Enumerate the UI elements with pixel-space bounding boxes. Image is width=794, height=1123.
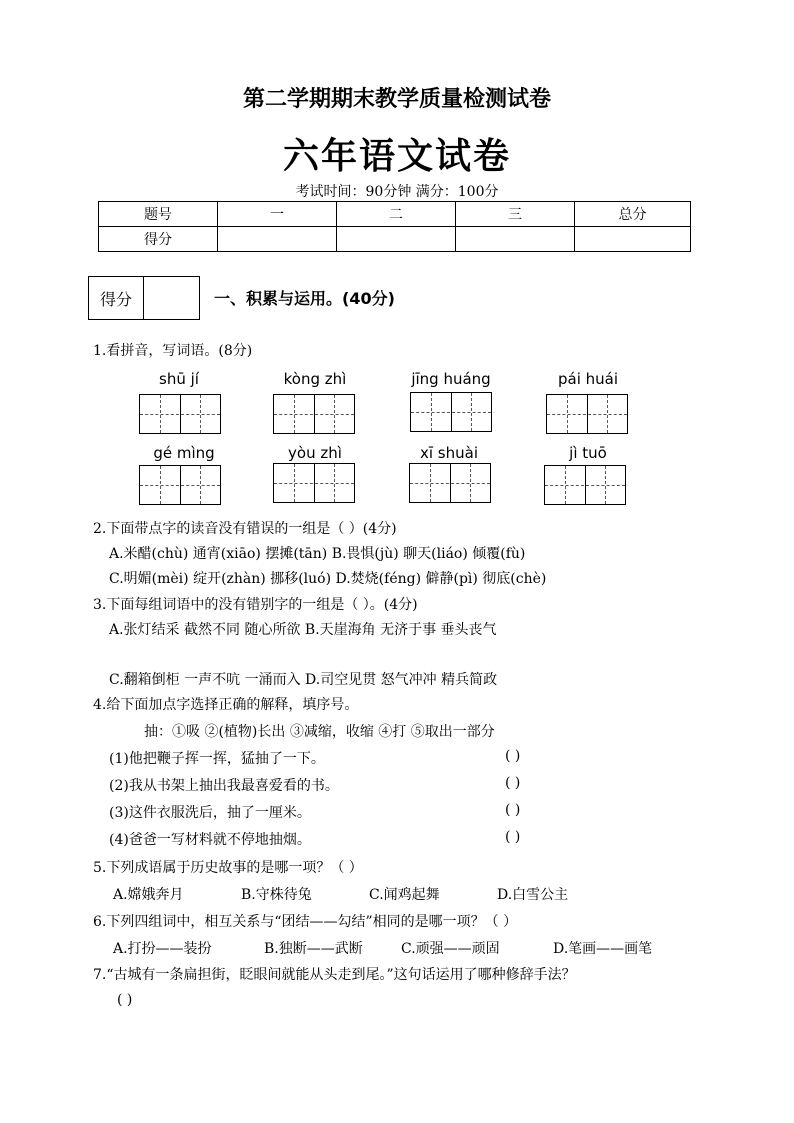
q4-definitions: 抽：①吸 ②(植物)长出 ③减缩，收缩 ④打 ⑤取出一部分 [144, 724, 495, 740]
pinyin-label: kòng zhì [283, 370, 347, 388]
q5-text: 5.下列成语属于历史故事的是哪一项？（ ） [93, 860, 363, 876]
exam-title: 六年语文试卷 [282, 136, 511, 177]
section-score-blank[interactable] [144, 277, 199, 319]
q2-text: 2.下面带点字的读音没有错误的一组是（ ）(4分) [93, 521, 397, 537]
writing-grid[interactable] [410, 392, 492, 432]
answer-paren[interactable]: ( ) [505, 829, 521, 845]
writing-grid[interactable] [544, 465, 626, 505]
pinyin-label: yòu zhì [288, 444, 342, 462]
score-header-cell: 二 [337, 202, 456, 227]
answer-paren[interactable]: ( ) [505, 775, 521, 791]
score-table-header-row [99, 202, 691, 227]
answer-paren[interactable]: ( ) [505, 802, 521, 818]
pinyin-label: shū jí [159, 370, 199, 388]
q7-text: 7.“古城有一条扁担街，眨眼间就能从头走到尾。”这句话运用了哪种修辞手法？ [93, 967, 576, 983]
q6-option: B.独断——武断 [264, 941, 363, 957]
q3-options-line: C.翻箱倒柜 一声不吭 一涌而入 D.司空见贯 怒气冲冲 精兵简政 [109, 672, 498, 688]
writing-grid[interactable] [409, 463, 491, 503]
score-cell[interactable] [218, 227, 337, 252]
q4-item: (1)他把鞭子挥一挥，猛抽了一下。 [109, 751, 325, 767]
section-score-label: 得分 [89, 277, 144, 319]
q6-option: A.打扮——装扮 [113, 941, 212, 957]
q4-item: (2)我从书架上抽出我最喜爱看的书。 [109, 778, 339, 794]
score-header-cell: 三 [456, 202, 575, 227]
score-cell[interactable] [337, 227, 456, 252]
exam-subtitle: 第二学期期末教学质量检测试卷 [242, 87, 551, 112]
q5-option: B.守株待兔 [241, 887, 312, 903]
q6-option: C.顽强——顽固 [401, 941, 500, 957]
writing-grid[interactable] [546, 394, 628, 434]
q4-text: 4.给下面加点字选择正确的解释，填序号。 [93, 697, 359, 713]
writing-grid[interactable] [273, 394, 355, 434]
q3-options-line: A.张灯结采 截然不同 随心所欲 B.天崖海角 无济于事 垂头丧气 [109, 622, 497, 638]
answer-paren[interactable]: ( ) [117, 992, 133, 1008]
score-header-cell: 一 [218, 202, 337, 227]
score-row-label: 得分 [99, 227, 218, 252]
q5-option: D.白雪公主 [497, 887, 569, 903]
q5-option: C.闻鸡起舞 [369, 887, 440, 903]
q4-item: (3)这件衣服洗后，抽了一厘米。 [109, 805, 311, 821]
score-header-cell: 总分 [575, 202, 691, 227]
writing-grid[interactable] [139, 394, 221, 434]
q3-text: 3.下面每组词语中的没有错别字的一组是（ ）。(4分) [93, 597, 418, 613]
exam-meta: 考试时间：90分钟 满分：100分 [295, 184, 499, 200]
q2-options-line: C.明媚(mèi) 绽开(zhàn) 挪移(luó) D.焚烧(féng) 僻静(pì) 彻底(chè) [109, 571, 547, 587]
score-table-row [99, 227, 691, 252]
q5-option: A.嫦娥奔月 [113, 887, 184, 903]
q2-options-line: A.米醋(chù) 通宵(xiāo) 摆摊(tān) B.畏惧(jù) 聊天(liáo) 倾覆(fù) [109, 546, 526, 562]
q1-text: 1.看拼音，写词语。(8分) [93, 343, 253, 359]
pinyin-label: gé mìng [153, 444, 215, 462]
pinyin-label: jì tuō [569, 444, 607, 462]
score-table [98, 201, 691, 252]
section-heading: 一、积累与运用。(40分) [214, 289, 395, 308]
q4-item: (4)爸爸一写材料就不停地抽烟。 [109, 832, 311, 848]
score-header-cell: 题号 [99, 202, 218, 227]
writing-grid[interactable] [273, 463, 355, 503]
pinyin-label: pái huái [557, 370, 619, 388]
score-cell[interactable] [456, 227, 575, 252]
pinyin-label: jīng huáng [411, 370, 491, 388]
answer-paren[interactable]: ( ) [505, 748, 521, 764]
score-cell[interactable] [575, 227, 691, 252]
section-score-box [88, 276, 200, 320]
pinyin-label: xī shuài [419, 444, 478, 462]
writing-grid[interactable] [139, 465, 221, 505]
q6-option: D.笔画——画笔 [553, 941, 653, 957]
q6-text: 6.下列四组词中，相互关系与“团结——勾结”相同的是哪一项？（ ） [93, 914, 518, 930]
